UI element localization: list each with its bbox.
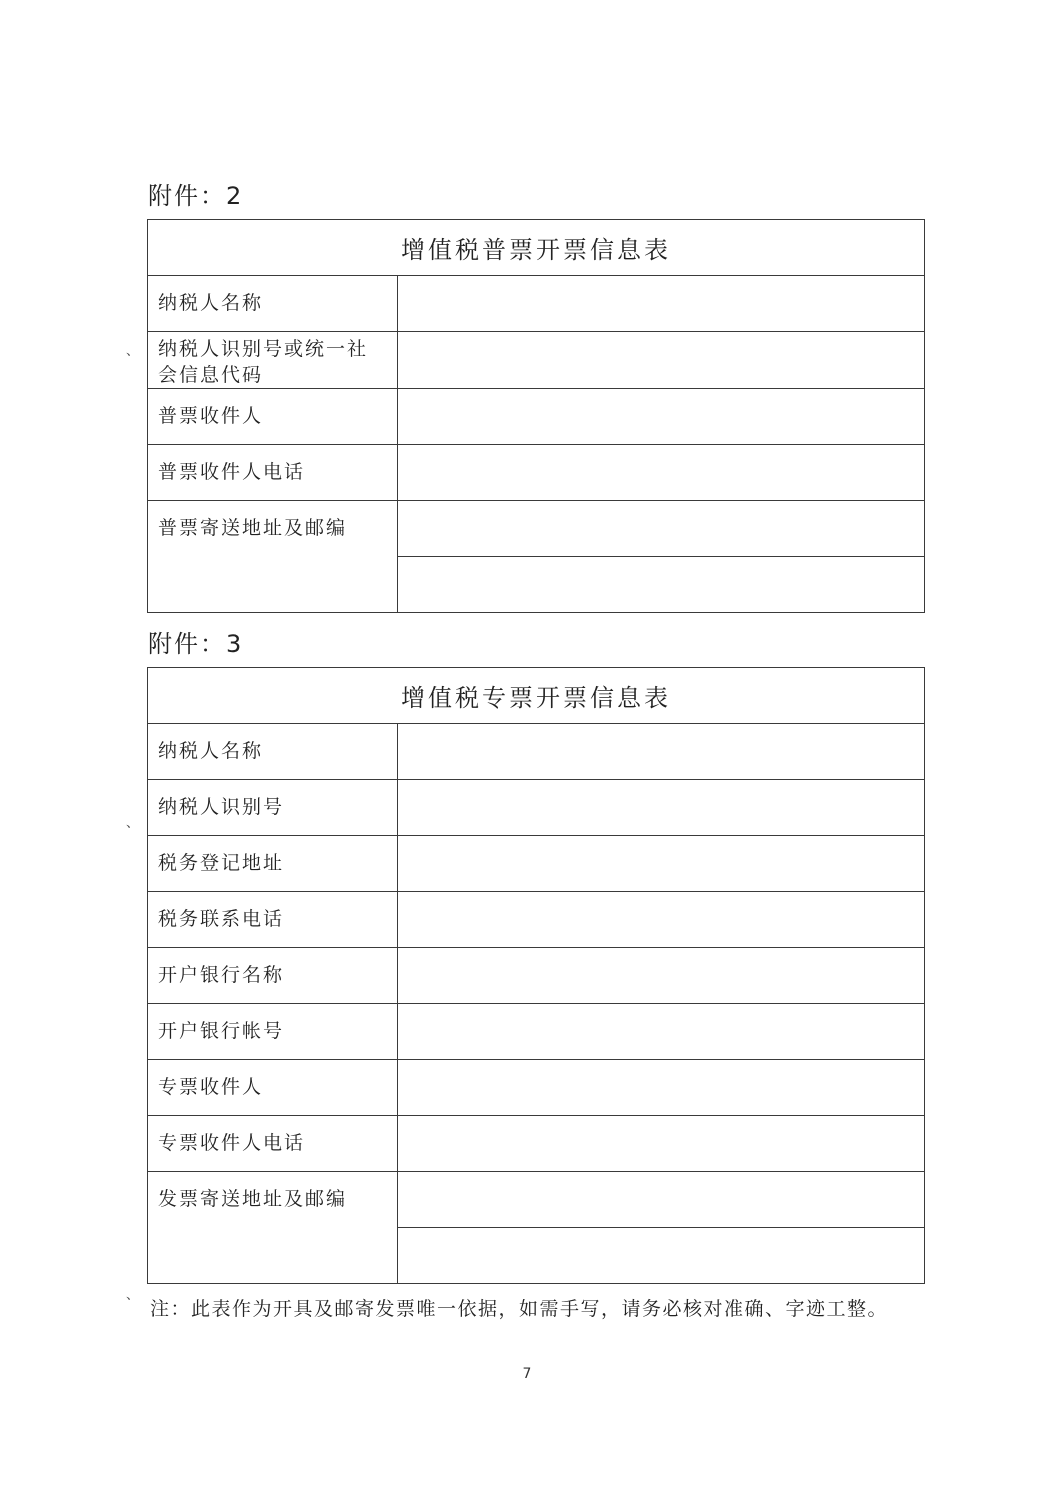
bank-account-field[interactable]	[398, 1004, 925, 1060]
row-label: 普票收件人电话	[148, 445, 398, 501]
scan-mark: 、	[126, 344, 140, 359]
row-label: 开户银行名称	[148, 948, 398, 1004]
postcode-field[interactable]	[398, 1228, 925, 1284]
page-number: 7	[522, 1366, 532, 1382]
table-row	[148, 501, 925, 557]
row-label: 纳税人名称	[148, 276, 398, 332]
table-title: 增值税普票开票信息表	[148, 220, 925, 276]
postcode-field[interactable]	[398, 557, 925, 613]
taxpayer-id-field[interactable]	[398, 780, 925, 836]
table-row	[148, 836, 925, 892]
bank-name-field[interactable]	[398, 948, 925, 1004]
attachment-3-heading: 附件：3	[148, 630, 244, 658]
row-label: 纳税人名称	[148, 724, 398, 780]
row-label: 开户银行帐号	[148, 1004, 398, 1060]
table-row	[148, 892, 925, 948]
row-label: 纳税人识别号	[148, 780, 398, 836]
scan-mark: 、	[126, 816, 140, 831]
recipient-field[interactable]	[398, 389, 925, 445]
table-row	[148, 1060, 925, 1116]
footnote: 注：此表作为开具及邮寄发票唯一依据，如需手写，请务必核对准确、字迹工整。	[150, 1298, 889, 1320]
tax-phone-field[interactable]	[398, 892, 925, 948]
recipient-field[interactable]	[398, 1060, 925, 1116]
row-label: 普票收件人	[148, 389, 398, 445]
recipient-phone-field[interactable]	[398, 1116, 925, 1172]
address-field[interactable]	[398, 1172, 925, 1228]
row-label: 纳税人识别号或统一社会信息代码	[148, 332, 398, 389]
table-row	[148, 1004, 925, 1060]
table-row	[148, 389, 925, 445]
scan-mark: 、	[126, 1288, 140, 1303]
tax-address-field[interactable]	[398, 836, 925, 892]
table-title: 增值税专票开票信息表	[148, 668, 925, 724]
table-row	[148, 1116, 925, 1172]
table-row	[148, 780, 925, 836]
address-field[interactable]	[398, 501, 925, 557]
table-row	[148, 276, 925, 332]
row-label: 税务登记地址	[148, 836, 398, 892]
table-row	[148, 724, 925, 780]
ordinary-invoice-info-table	[147, 219, 925, 613]
table-row	[148, 445, 925, 501]
table-row	[148, 948, 925, 1004]
row-label: 普票寄送地址及邮编	[148, 501, 398, 613]
taxpayer-id-field[interactable]	[398, 332, 925, 389]
row-label: 专票收件人	[148, 1060, 398, 1116]
special-invoice-info-table	[147, 667, 925, 1284]
row-label: 专票收件人电话	[148, 1116, 398, 1172]
recipient-phone-field[interactable]	[398, 445, 925, 501]
table-row	[148, 1172, 925, 1228]
taxpayer-name-field[interactable]	[398, 724, 925, 780]
row-label: 税务联系电话	[148, 892, 398, 948]
attachment-2-heading: 附件：2	[148, 182, 244, 210]
taxpayer-name-field[interactable]	[398, 276, 925, 332]
row-label: 发票寄送地址及邮编	[148, 1172, 398, 1284]
table-row	[148, 332, 925, 389]
